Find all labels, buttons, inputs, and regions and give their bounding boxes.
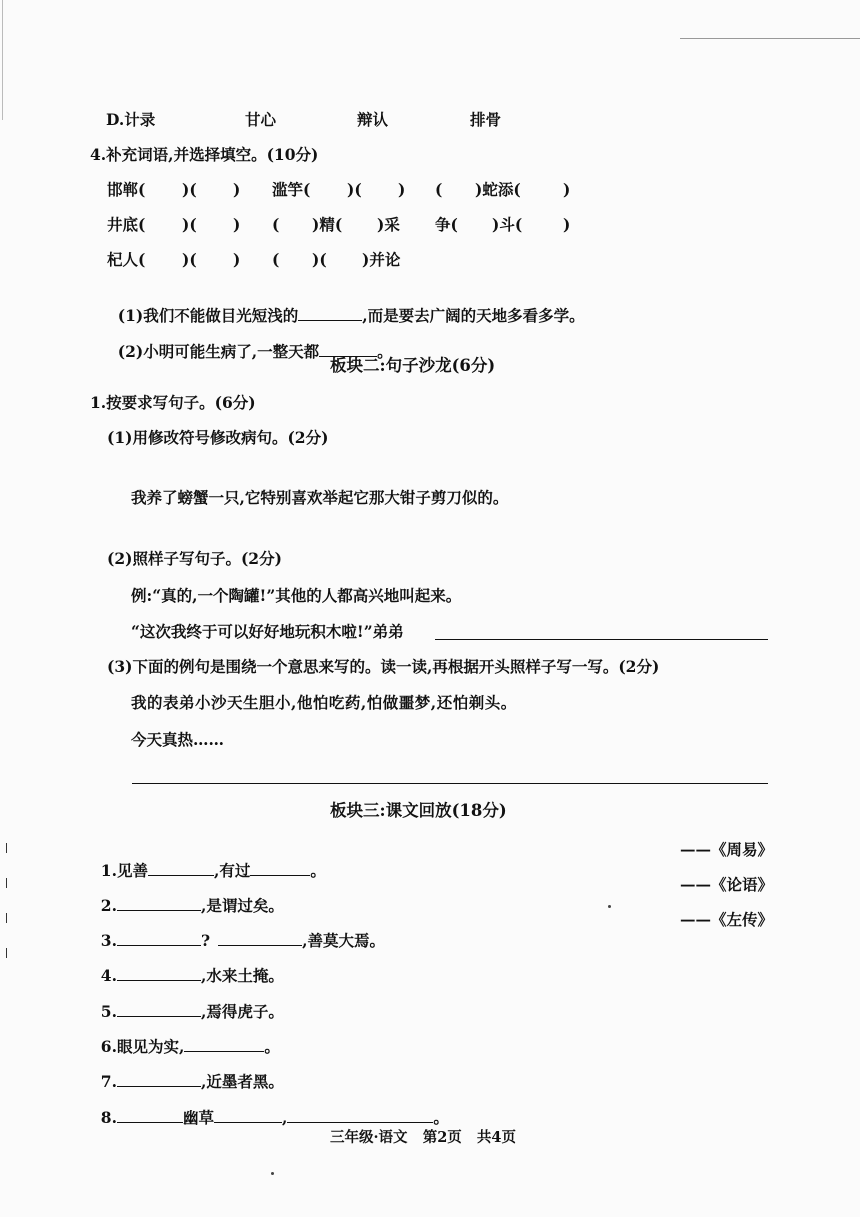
- margin-tick: [6, 913, 7, 923]
- recite-text: ,水来土掩。: [200, 966, 284, 985]
- answer-blank[interactable]: [298, 305, 362, 321]
- answer-blank[interactable]: [117, 895, 201, 911]
- idiom-fragment: (: [272, 250, 280, 269]
- recite-text: ?: [200, 931, 211, 950]
- s2-sub2-title: (2)照样子写句子。(2分): [107, 549, 282, 568]
- idiom-fragment: ): [233, 250, 241, 269]
- option-d-word-3: 辩认: [357, 110, 389, 129]
- idiom-fragment: ): [398, 180, 406, 199]
- recite-text: ,善莫大焉。: [302, 931, 385, 950]
- scan-edge-line: [2, 0, 3, 120]
- fill-sentence-1: [107, 285, 585, 326]
- option-d-word-2: 甘心: [245, 110, 277, 129]
- recite-text: 幽草: [182, 1108, 214, 1127]
- idiom-fragment: ): [233, 180, 241, 199]
- idiom-fragment: 杞人(: [107, 250, 146, 269]
- idiom-fragment: ): [563, 180, 571, 199]
- recite-text: 7.: [100, 1072, 117, 1091]
- s2-sub2-example: 例:“真的,一个陶罐!”其他的人都高兴地叫起来。: [131, 586, 462, 605]
- margin-tick: [6, 843, 7, 853]
- answer-blank[interactable]: [218, 930, 302, 946]
- answer-blank[interactable]: [184, 1036, 264, 1052]
- answer-blank[interactable]: [250, 860, 310, 876]
- option-d-label: D.计录: [106, 110, 156, 129]
- idiom-fragment: )精(: [312, 215, 343, 234]
- recite-text: 8.: [100, 1108, 117, 1127]
- margin-tick: [6, 948, 7, 958]
- recite-source-1: ——《周易》: [680, 840, 774, 859]
- answer-line[interactable]: [435, 639, 768, 640]
- s2-sub1-title: (1)用修改符号修改病句。(2分): [107, 428, 329, 447]
- answer-blank[interactable]: [148, 860, 214, 876]
- answer-blank[interactable]: [214, 1107, 282, 1123]
- recite-line-4: [90, 945, 284, 986]
- idiom-fragment: )采: [377, 215, 400, 234]
- answer-blank[interactable]: [117, 930, 201, 946]
- s2-q1-title: 1.按要求写句子。(6分): [90, 393, 256, 412]
- scan-dot: [271, 1172, 274, 1175]
- recite-text: 。: [433, 1108, 449, 1127]
- recite-text: 2.: [100, 896, 117, 915]
- idiom-fragment: )(: [182, 250, 197, 269]
- option-d-word-4: 排骨: [470, 110, 502, 129]
- recite-text: ,近墨者黑。: [200, 1072, 284, 1091]
- section-2-heading: 板块二:句子沙龙(6分): [330, 356, 496, 375]
- idiom-fragment: 井底(: [107, 215, 146, 234]
- recite-text: 3.: [100, 931, 117, 950]
- idiom-fragment: )(: [312, 250, 327, 269]
- s2-sub3-example: 我的表弟小沙天生胆小,他怕吃药,怕做噩梦,还怕剃头。: [131, 693, 517, 712]
- recite-source-3: ——《左传》: [680, 910, 774, 929]
- answer-line[interactable]: [132, 783, 768, 784]
- idiom-fragment: 邯郸(: [107, 180, 146, 199]
- recite-text: ,是谓过矣。: [200, 896, 284, 915]
- answer-blank[interactable]: [117, 1071, 201, 1087]
- q4-title: 4.补充词语,并选择填空。(10分): [90, 145, 319, 164]
- recite-text: 5.: [100, 1002, 117, 1021]
- s2-sub3-start: 今天真热……: [131, 730, 225, 749]
- idiom-fragment: )(: [347, 180, 362, 199]
- recite-text: ,有过: [213, 861, 251, 880]
- answer-blank[interactable]: [117, 965, 201, 981]
- recite-text: 1.见善: [100, 861, 148, 880]
- idiom-fragment: )蛇添(: [475, 180, 521, 199]
- recite-text: 6.眼见为实,: [100, 1037, 185, 1056]
- recite-text: 。: [264, 1037, 280, 1056]
- answer-blank[interactable]: [117, 1107, 183, 1123]
- idiom-fragment: (: [435, 180, 443, 199]
- page-footer: 三年级·语文 第2页 共4页: [330, 1129, 517, 1146]
- idiom-fragment: ): [563, 215, 571, 234]
- recite-line-7: [90, 1051, 284, 1092]
- idiom-fragment: 滥竽(: [272, 180, 311, 199]
- answer-blank[interactable]: [117, 1001, 201, 1017]
- fill-sentence-2-end: 。: [377, 342, 393, 361]
- fill-sentence-1-start: (1)我们不能做目光短浅的: [117, 306, 299, 325]
- idiom-fragment: (: [272, 215, 280, 234]
- idiom-fragment: )并论: [362, 250, 401, 269]
- fill-sentence-1-end: ,而是要去广阔的天地多看多学。: [362, 306, 585, 325]
- recite-source-2: ——《论语》: [680, 875, 774, 894]
- recite-text: ,: [282, 1108, 288, 1127]
- s2-sub1-sentence: 我养了螃蟹一只,它特别喜欢举起它那大钳子剪刀似的。: [131, 488, 509, 507]
- answer-blank[interactable]: [287, 1107, 433, 1123]
- fill-sentence-2-start: (2)小明可能生病了,一整天都: [117, 342, 320, 361]
- s2-sub3-title: (3)下面的例句是围绕一个意思来写的。读一读,再根据开头照样子写一写。(2分): [107, 657, 660, 676]
- scan-dot: [608, 905, 611, 908]
- margin-tick: [6, 878, 7, 888]
- idiom-fragment: )(: [182, 180, 197, 199]
- recite-text: 。: [310, 861, 326, 880]
- idiom-fragment: ): [233, 215, 241, 234]
- idiom-fragment: )(: [182, 215, 197, 234]
- answer-blank[interactable]: [319, 341, 377, 357]
- section-3-heading: 板块三:课文回放(18分): [330, 801, 507, 820]
- recite-text: ,焉得虎子。: [200, 1002, 284, 1021]
- scan-top-rule: [680, 38, 860, 39]
- idiom-fragment: 争(: [435, 215, 458, 234]
- recite-line-8: [90, 1087, 449, 1128]
- recite-text: 4.: [100, 966, 117, 985]
- s2-sub2-prompt: “这次我终于可以好好地玩积木啦!”弟弟: [131, 622, 404, 641]
- idiom-fragment: )斗(: [492, 215, 523, 234]
